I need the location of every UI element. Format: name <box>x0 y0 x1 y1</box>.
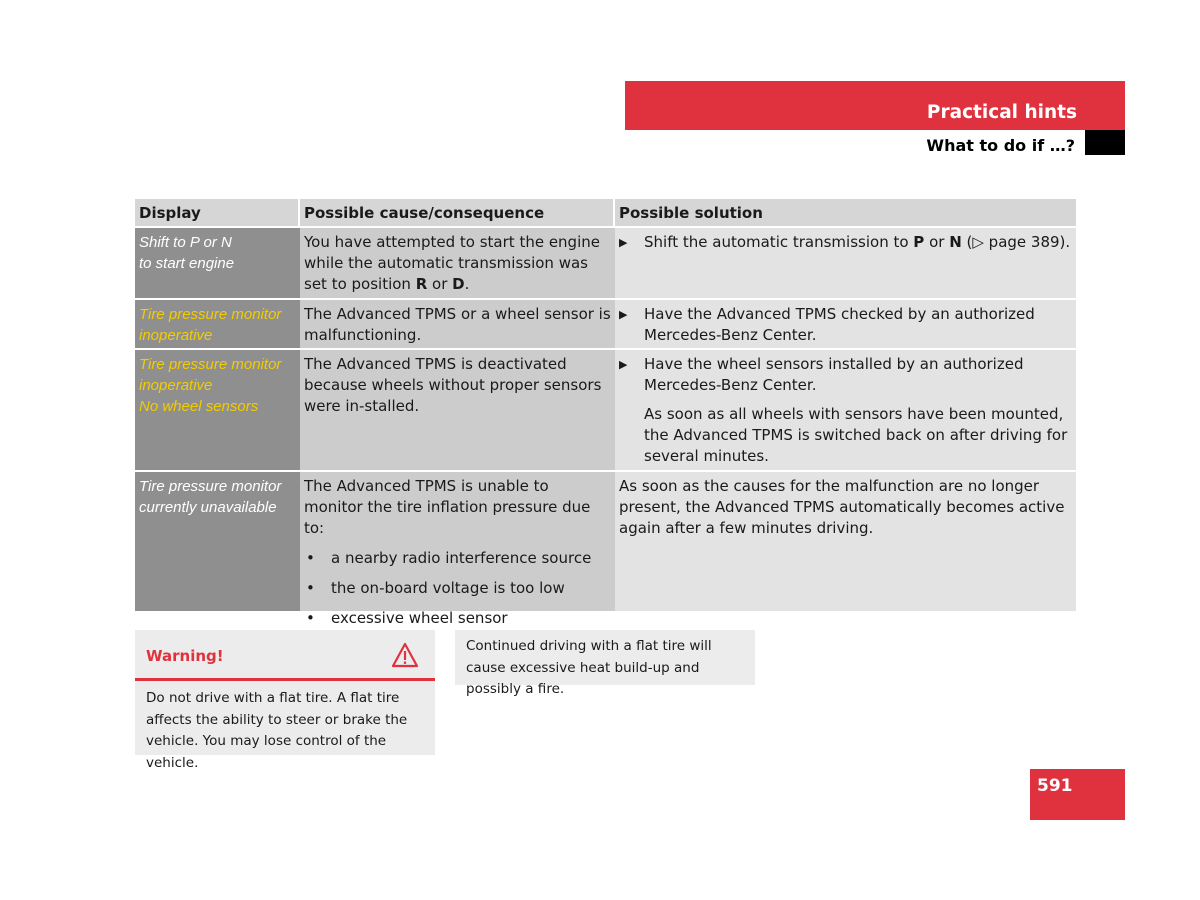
column-header-cause: Possible cause/consequence <box>300 199 615 226</box>
note-text: Continued driving with a flat tire will cause excessive heat build-up and possibly a fire. <box>466 638 712 697</box>
bullet-icon: • <box>306 609 315 627</box>
column-header-solution: Possible solution <box>615 199 1076 226</box>
display-message: Tire pressure monitor currently unavailable <box>135 472 300 611</box>
section-title: Practical hints <box>926 102 1077 123</box>
note-box <box>455 630 755 697</box>
warning-box <box>135 630 435 771</box>
table-row <box>135 300 1076 350</box>
section-header-bar <box>625 81 1125 130</box>
table-header-row <box>135 199 1076 228</box>
display-message: Tire pressure monitor inoperative <box>135 300 300 348</box>
warning-triangle-icon <box>391 642 419 668</box>
solution-text: ▶ Shift the automatic transmission to P or N (▷ page 389). <box>615 228 1076 298</box>
warning-header <box>135 630 435 681</box>
triangle-right-icon: ▶ <box>619 358 628 371</box>
solution-note: As soon as all wheels with sensors have been mounted, the Advanced TPMS is switched back on after driving for several minutes. <box>644 405 1068 465</box>
cause-text: The Advanced TPMS is unable to monitor the tire inflation pressure due to: • a nearby radio interference source • the on-board voltage is too low • excessive wheel sensor <box>300 472 615 611</box>
list-item: • a nearby radio interference source <box>306 549 592 567</box>
cause-text: You have attempted to start the engine while the automatic transmission was set to position R or D. <box>300 228 615 298</box>
solution-text: ▶ Have the wheel sensors installed by an authorized Mercedes-Benz Center. As soon as all wheels with sensors have been mounted, the Advanced TPMS is switched back on after driving for several minutes. <box>615 350 1076 470</box>
page-number: 591 <box>1037 776 1073 796</box>
bullet-icon: • <box>306 579 315 597</box>
table-row <box>135 228 1076 300</box>
page-number-box <box>1030 769 1125 820</box>
warning-text: Do not drive with a flat tire. A flat tire affects the ability to steer or brake the vehicle. You may lose control of the vehicle. <box>146 690 408 771</box>
bullet-icon: • <box>306 549 315 567</box>
triangle-right-icon: ▶ <box>619 308 628 321</box>
table-row <box>135 472 1076 627</box>
cause-text: The Advanced TPMS is deactivated because wheels without proper sensors were in-stalled. <box>300 350 615 470</box>
table-row <box>135 350 1076 472</box>
cause-text: The Advanced TPMS or a wheel sensor is malfunctioning. <box>300 300 615 348</box>
solution-text: ▶ Have the Advanced TPMS checked by an authorized Mercedes-Benz Center. <box>615 300 1076 348</box>
warning-title: Warning! <box>146 647 224 665</box>
column-header-display: Display <box>135 199 300 226</box>
display-message: Tire pressure monitor inoperative No wheel sensors <box>135 350 300 470</box>
troubleshooting-table <box>135 199 1076 627</box>
list-item: • excessive wheel sensor <box>304 608 611 650</box>
list-item: • the on-board voltage is too low <box>306 579 565 597</box>
triangle-right-icon: ▶ <box>619 236 628 249</box>
solution-text: As soon as the causes for the malfunction are no longer present, the Advanced TPMS automatically becomes active again after a few minutes driving. <box>615 472 1076 611</box>
subsection-title: What to do if …? <box>926 136 1075 155</box>
display-message: Shift to P or N to start engine <box>135 228 300 298</box>
subsection-marker <box>1085 130 1125 155</box>
